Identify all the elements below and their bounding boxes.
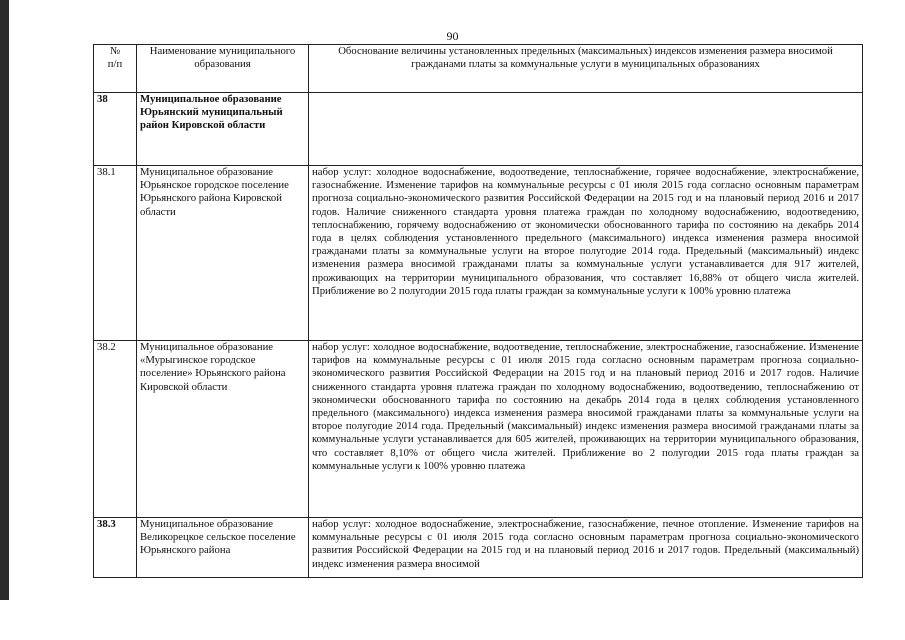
header-justification: Обоснование величины установленных предельных (максимальных) индексов изменения размера вносимой гражданами платы за коммунальные услуги в муниципальных образованиях <box>309 45 863 93</box>
tariff-table <box>93 44 863 578</box>
row-justification: набор услуг: холодное водоснабжение, водоотведение, теплоснабжение, электроснабжение, газоснабжение. Изменение тарифов на коммунальные ресурсы с 01 июля 2015 года согласно основным параметрам прогноза социально-экономического развития Российской Федерации на 2015 год и на плановый период 2016 и 2017 годов. Наличие сниженного стандарта уровня платежа граждан по холодному водоснабжению, водоотведению, теплоснабжению от экономически обоснованного тарифа по состоянию на декабрь 2014 года в целях соблюдения установленного предельного (максимального) индекса изменения размера вносимой гражданами платы за коммунальные услуги на второе полугодие 2014 года. Предельный (максимальный) индекс изменения размера вносимой гражданами платы за коммунальные услуги устанавливается для 605 жителей, проживающих на территории муниципального образования, что составляет 8,10% от общего числа жителей. Приближение во 2 полугодии 2015 года платы граждан за коммунальные услуги к 100% уровню платежа <box>309 341 863 518</box>
row-municipality: Муниципальное образование Великорецкое сельское поселение Юрьянского района <box>137 518 309 578</box>
table-header-row <box>94 45 863 93</box>
table-row <box>94 93 863 166</box>
row-municipality: Муниципальное образование «Мурыгинское городское поселение» Юрьянского района Кировской области <box>137 341 309 518</box>
header-name: Наименование муниципального образования <box>137 45 309 93</box>
table-row <box>94 166 863 341</box>
header-number: № п/п <box>94 45 137 93</box>
row-number: 38.1 <box>94 166 137 341</box>
row-justification: набор услуг: холодное водоснабжение, водоотведение, теплоснабжение, горячее водоснабжение, электроснабжение, газоснабжение. Изменение тарифов на коммунальные ресурсы с 01 июля 2015 года согласно основным параметрам прогноза социально-экономического развития Российской Федерации на 2015 год и на плановый период 2016 и 2017 годов. Наличие сниженного стандарта уровня платежа граждан по холодному водоснабжению, водоотведению, теплоснабжению, горячему водоснабжению от экономически обоснованного тарифа по состоянию на декабрь 2014 года в целях соблюдения установленного предельного (максимального) индекса изменения размера вносимой гражданами платы за коммунальные услуги на второе полугодие 2014 года. Предельный (максимальный) индекс изменения размера вносимой гражданами платы за коммунальные услуги устанавливается для 917 жителей, проживающих на территории муниципального образования, что составляет 16,88% от общего числа жителей. Приближение во 2 полугодии 2015 года платы граждан за коммунальные услуги к 100% уровню платежа <box>309 166 863 341</box>
row-number: 38.2 <box>94 341 137 518</box>
row-number: 38.3 <box>94 518 137 578</box>
row-justification: набор услуг: холодное водоснабжение, электроснабжение, газоснабжение, печное отопление. Изменение тарифов на коммунальные ресурсы с 01 июля 2015 года согласно основным параметрам прогноза социально-экономического развития Российской Федерации на 2015 год и на плановый период 2016 и 2017 годов. Предельный (максимальный) индекс изменения размера вносимой <box>309 518 863 578</box>
page-number: 90 <box>446 29 459 43</box>
table-row <box>94 518 863 578</box>
row-municipality: Муниципальное образование Юрьянское городское поселение Юрьянского района Кировской области <box>137 166 309 341</box>
scan-edge-bar <box>0 0 9 600</box>
row-justification <box>309 93 863 166</box>
table-row <box>94 341 863 518</box>
row-municipality: Муниципальное образование Юрьянский муниципальный район Кировской области <box>137 93 309 166</box>
row-number: 38 <box>94 93 137 166</box>
